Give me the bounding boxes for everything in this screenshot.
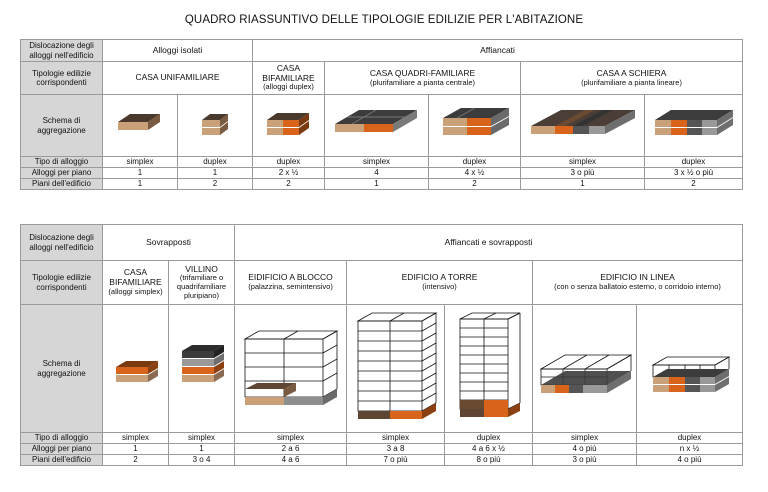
wireframe-building-icon [237, 309, 347, 429]
cell-tipo: simplex [103, 433, 169, 444]
schema-bifamiliare-simplex [103, 305, 169, 433]
cell-tipo: simplex [169, 433, 235, 444]
type-name: EDIFICIO IN LINEA [600, 272, 675, 283]
cell-piani: 4 a 6 [235, 455, 347, 466]
schema-villino [169, 305, 235, 433]
summary-table-2 [20, 224, 743, 466]
cell-tipo: simplex [521, 157, 645, 168]
label-dislocazione: Dislocazione degli alloggi nell'edificio [21, 225, 103, 261]
block-diagram-icon [190, 106, 240, 146]
group-affiancati-sovrapposti: Affiancati e sovrapposti [235, 225, 743, 261]
label-alloggi-per-piano: Alloggi per piano [21, 168, 103, 179]
type-subtitle: (alloggi duplex) [263, 82, 314, 92]
wireframe-building-icon [450, 307, 528, 431]
cell-piani: 3 o 4 [169, 455, 235, 466]
label-schema: Schema di aggregazione [21, 305, 103, 433]
cell-tipo: duplex [178, 157, 253, 168]
cell-piani: 1 [325, 179, 429, 190]
cell-piani: 8 o più [445, 455, 533, 466]
wireframe-building-icon [535, 319, 635, 419]
label-tipo-alloggio: Tipo di alloggio [21, 433, 103, 444]
type-subtitle: (alloggi simplex) [108, 286, 163, 296]
cell-piani: 4 o più [637, 455, 743, 466]
label-tipologie: Tipologie edilizie corrispondenti [21, 62, 103, 95]
type-casa-bifamiliare [253, 62, 325, 95]
cell-piani: 2 [429, 179, 521, 190]
block-diagram-icon [110, 106, 170, 146]
type-name: CASA BIFAMILIARE [262, 62, 315, 83]
type-name: CASA BIFAMILIARE [109, 267, 162, 288]
type-name: EIDIFICIO A BLOCCO [248, 272, 333, 283]
label-piani-edificio: Piani dell'edificio [21, 179, 103, 190]
cell-tipo: duplex [645, 157, 743, 168]
cell-per-piano: 1 [103, 444, 169, 455]
schema-torre-duplex [445, 305, 533, 433]
cell-piani: 3 o più [533, 455, 637, 466]
schema-quadrifamiliare-duplex [429, 95, 521, 157]
cell-piani: 1 [521, 179, 645, 190]
type-name: CASA QUADRI-FAMILIARE [369, 67, 476, 78]
group-affiancati: Affiancati [253, 40, 743, 62]
cell-per-piano: 2 a 6 [235, 444, 347, 455]
cell-piani: 2 [253, 179, 325, 190]
type-subtitle: (con o senza ballatoio esterno, o corridoio interno) [554, 282, 721, 292]
schema-edificio-a-blocco [235, 305, 347, 433]
schema-bifamiliare-duplex [253, 95, 325, 157]
cell-per-piano: 4 x ½ [429, 168, 521, 179]
schema-unifamiliare-simplex [103, 95, 178, 157]
cell-tipo: duplex [637, 433, 743, 444]
cell-per-piano: 4 [325, 168, 429, 179]
cell-per-piano: 3 a 8 [347, 444, 445, 455]
schema-schiera-duplex [645, 95, 743, 157]
schema-torre-simplex [347, 305, 445, 433]
cell-tipo: duplex [445, 433, 533, 444]
type-name: CASA UNIFAMILIARE [135, 72, 220, 83]
cell-tipo: simplex [533, 433, 637, 444]
schema-unifamiliare-duplex [178, 95, 253, 157]
label-dislocazione: Dislocazione degli alloggi nell'edificio [21, 40, 103, 62]
type-casa-unifamiliare [103, 62, 253, 95]
cell-per-piano: 1 [178, 168, 253, 179]
cell-piani: 2 [645, 179, 743, 190]
label-tipo-alloggio: Tipo di alloggio [21, 157, 103, 168]
schema-linea-simplex [533, 305, 637, 433]
block-diagram-icon [108, 339, 164, 399]
cell-tipo: simplex [235, 433, 347, 444]
cell-piani: 2 [103, 455, 169, 466]
type-subtitle: (intensivo) [422, 282, 457, 292]
type-subtitle: (plurifamiliare a pianta centrale) [369, 77, 476, 87]
cell-per-piano: 3 o più [521, 168, 645, 179]
summary-table-1 [20, 39, 743, 190]
cell-tipo: duplex [253, 157, 325, 168]
group-alloggi-isolati: Alloggi isolati [103, 40, 253, 62]
cell-per-piano: n x ½ [637, 444, 743, 455]
cell-piani: 2 [178, 179, 253, 190]
type-subtitle: (trifamiliare o quadrifamiliare pluripiano) [176, 273, 227, 300]
wireframe-building-icon [645, 319, 735, 419]
type-edificio-a-blocco [235, 261, 347, 305]
type-edificio-in-linea [533, 261, 743, 305]
page-title: QUADRO RIASSUNTIVO DELLE TIPOLOGIE EDILIZIE PER L'ABITAZIONE [184, 14, 584, 26]
type-casa-bifamiliare [103, 261, 169, 305]
type-subtitle: (palazzina, semintensivo) [248, 282, 333, 292]
type-casa-quadrifamiliare [325, 62, 521, 95]
schema-linea-duplex [637, 305, 743, 433]
cell-tipo: simplex [325, 157, 429, 168]
label-piani-edificio: Piani dell'edificio [21, 455, 103, 466]
type-edificio-a-torre [347, 261, 533, 305]
block-diagram-icon [174, 329, 230, 409]
type-villino [169, 261, 235, 305]
cell-per-piano: 3 x ½ o più [645, 168, 743, 179]
type-name: EDIFICIO A TORRE [401, 272, 478, 283]
wireframe-building-icon [350, 307, 442, 431]
block-diagram-icon [261, 106, 317, 146]
cell-tipo: simplex [347, 433, 445, 444]
type-name: VILLINO [185, 263, 218, 274]
cell-piani: 1 [103, 179, 178, 190]
cell-per-piano: 1 [169, 444, 235, 455]
schema-quadrifamiliare-simplex [325, 95, 429, 157]
cell-tipo: duplex [429, 157, 521, 168]
type-name: CASA A SCHIERA [596, 67, 667, 78]
block-diagram-icon [329, 104, 425, 148]
label-tipologie: Tipologie edilizie corrispondenti [21, 261, 103, 305]
cell-per-piano: 2 x ½ [253, 168, 325, 179]
label-schema: Schema di aggregazione [21, 95, 103, 157]
block-diagram-icon [649, 104, 739, 148]
cell-per-piano: 4 o più [533, 444, 637, 455]
block-diagram-icon [435, 104, 515, 148]
cell-piani: 7 o più [347, 455, 445, 466]
schema-schiera-simplex [521, 95, 645, 157]
cell-per-piano: 1 [103, 168, 178, 179]
type-casa-a-schiera [521, 62, 743, 95]
block-diagram-icon [525, 104, 641, 148]
type-subtitle: (plurifamiliare a pianta lineare) [581, 77, 682, 87]
label-alloggi-per-piano: Alloggi per piano [21, 444, 103, 455]
group-sovrapposti: Sovrapposti [103, 225, 235, 261]
cell-tipo: simplex [103, 157, 178, 168]
cell-per-piano: 4 a 6 x ½ [445, 444, 533, 455]
